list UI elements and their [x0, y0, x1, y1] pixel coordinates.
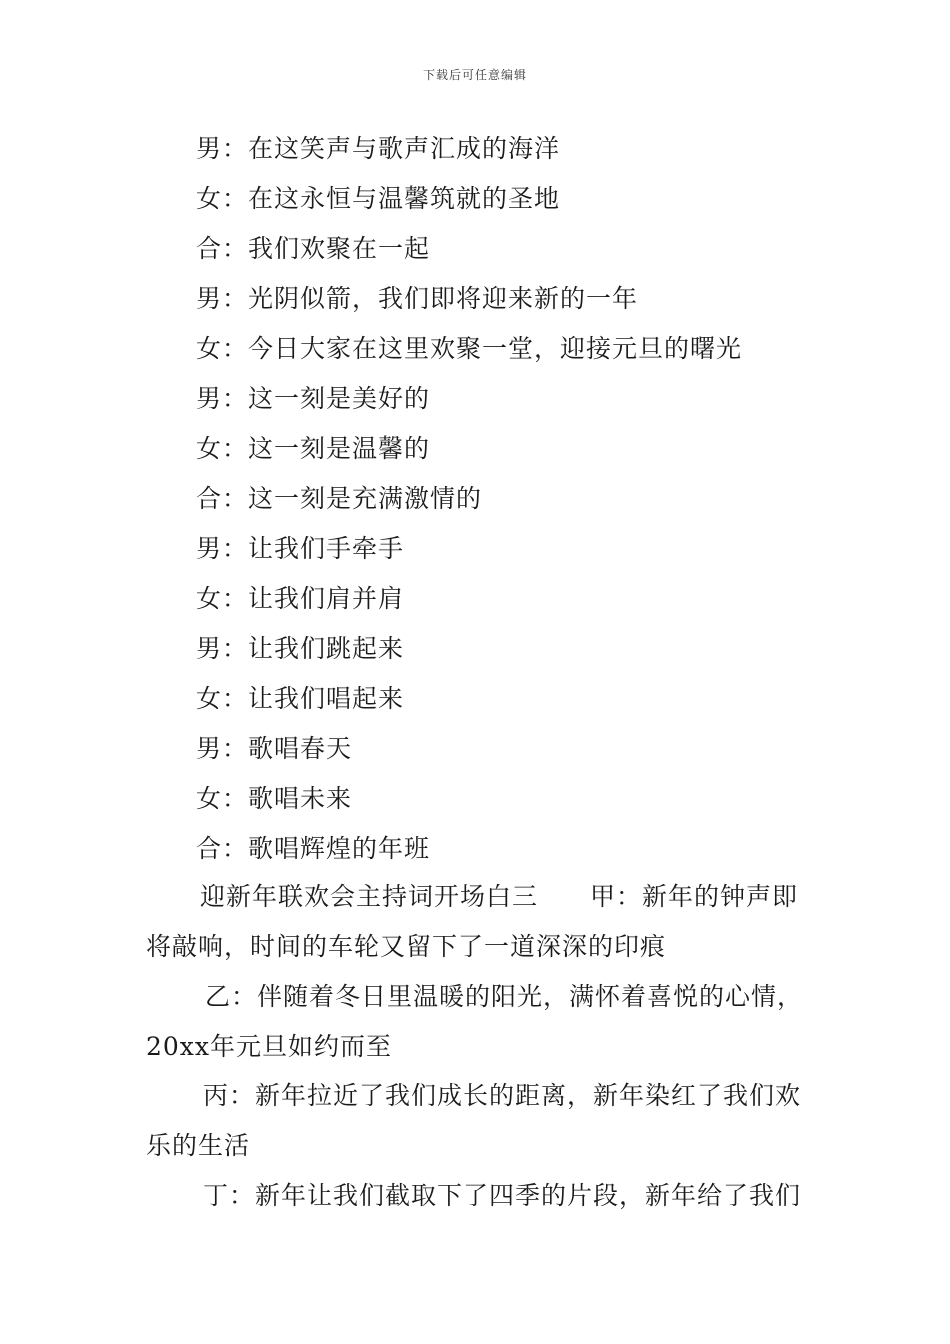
section-title-line: 迎新年联欢会主持词开场白三 甲：新年的钟声即 — [200, 882, 799, 911]
dialogue-line: 男：让我们手牵手 — [196, 534, 405, 563]
header-note: 下载后可任意编辑 — [422, 68, 527, 82]
dialogue-line: 女：在这永恒与温馨筑就的圣地 — [196, 184, 561, 213]
dialogue-line: 男：这一刻是美好的 — [196, 384, 431, 413]
paragraph-line: 乙：伴随着冬日里温暖的阳光，满怀着喜悦的心情， — [205, 982, 804, 1011]
dialogue-line: 女：今日大家在这里欢聚一堂，迎接元旦的曙光 — [196, 334, 743, 363]
paragraph-line: 丁：新年让我们截取下了四季的片段，新年给了我们 — [203, 1181, 802, 1210]
dialogue-line: 女：让我们肩并肩 — [196, 584, 405, 613]
paragraph-line: 乐的生活 — [146, 1131, 251, 1160]
dialogue-line: 男：让我们跳起来 — [196, 634, 405, 663]
dialogue-line: 男：在这笑声与歌声汇成的海洋 — [196, 134, 561, 163]
dialogue-line: 合：这一刻是充满激情的 — [196, 484, 483, 513]
dialogue-line: 女：这一刻是温馨的 — [196, 434, 431, 463]
paragraph-line: 20xx年元旦如约而至 — [146, 1032, 393, 1061]
dialogue-line: 男：光阴似箭，我们即将迎来新的一年 — [196, 284, 639, 313]
dialogue-line: 女：歌唱未来 — [196, 784, 353, 813]
paragraph-line: 将敲响，时间的车轮又留下了一道深深的印痕 — [146, 932, 667, 961]
paragraph-line: 丙：新年拉近了我们成长的距离，新年染红了我们欢 — [203, 1081, 802, 1110]
dialogue-line: 合：我们欢聚在一起 — [196, 234, 431, 263]
dialogue-line: 女：让我们唱起来 — [196, 684, 405, 713]
dialogue-line: 男：歌唱春天 — [196, 734, 353, 763]
dialogue-line: 合：歌唱辉煌的年班 — [196, 834, 431, 863]
